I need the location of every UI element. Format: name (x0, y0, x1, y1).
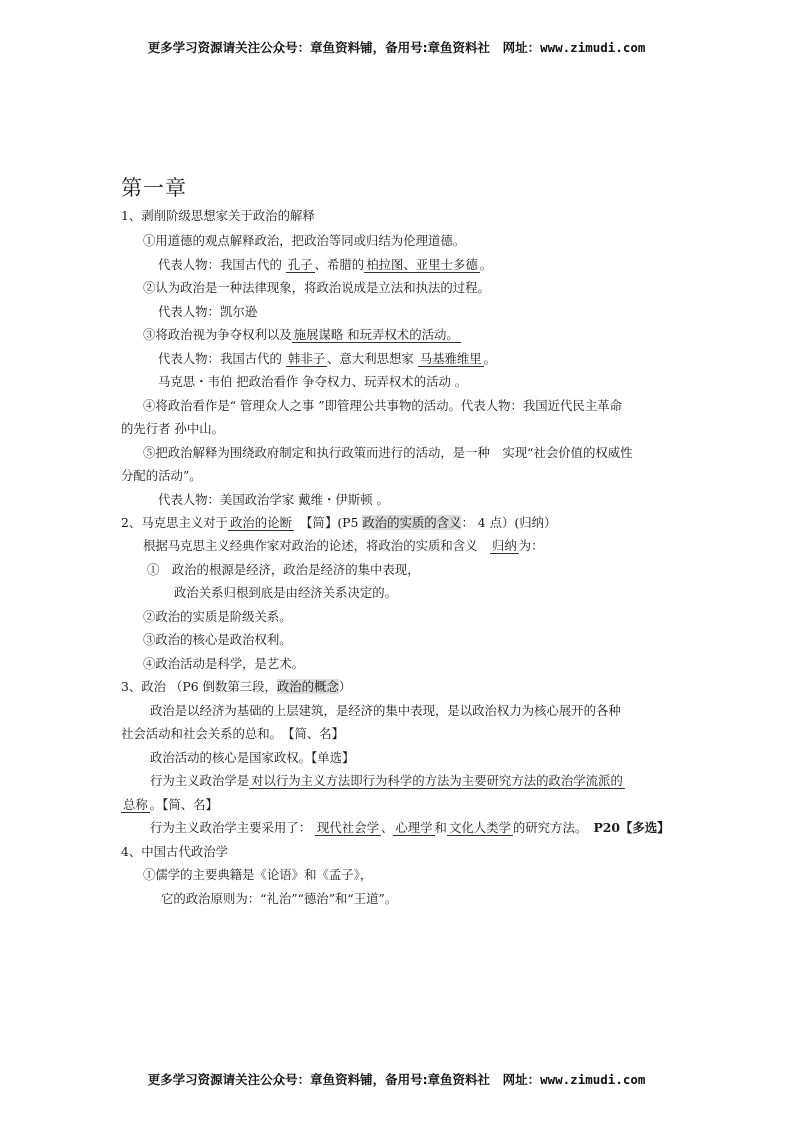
s1-item-4a: ④将政治看作是“ 管理众人之事 ”即管理公共事物的活动。代表人物：我国近代民主革命 (143, 398, 622, 413)
s3-core: 政治活动的核心是国家政权。【单选】 (150, 750, 355, 765)
s2-point-1a: ① 政治的根源是经济，政治是经济的集中表现， (147, 562, 420, 577)
chapter-title: 第一章 (121, 176, 187, 200)
s4-item-1: ①儒学的主要典籍是《论语》和《孟子》， (143, 867, 373, 882)
section-4-heading: 4、中国古代政治学 (121, 844, 229, 859)
s1-weber: 马克思・韦伯 把政治看作 争夺权力、玩弄权术的活动 。 (158, 374, 468, 389)
s1-rep-2: 代表人物：凯尔逊 (158, 304, 258, 319)
s1-rep-1: 代表人物：我国古代的 孔子 、希腊的 柏拉图、亚里士多德 。 (158, 257, 493, 272)
s1-item-1: ①用道德的观点解释政治，把政治等同或归结为伦理道德。 (143, 233, 466, 248)
s3-behavior-1: 行为主义政治学是 对以行为主义方法即行为科学的方法为主要研究方法的政治学流派的 (150, 773, 623, 788)
s2-point-4: ④政治活动是科学，是艺术。 (143, 656, 305, 671)
s3-methods: 行为主义政治学主要采用了： 现代社会学 、 心理学 和 文化人类学 的研究方法。 P20【多选】 (150, 820, 670, 835)
s4-item-2: 它的政治原则为：“礼治”“德治”和“王道”。 (161, 891, 398, 906)
banner-text: 更多学习资源请关注公众号：章鱼资料铺，备用号:章鱼资料社 网址： (147, 40, 541, 55)
s3-def-2: 社会活动和社会关系的总和。 【简、名】 (121, 726, 345, 741)
section-2-heading: 2、马克思主义对于 政治的论断 【简】(P5 政治的实质的含义： 4 点）(归纳） (121, 515, 557, 530)
s1-rep-3: 代表人物：我国古代的 韩非子 、意大利思想家 马基雅维里 。 (158, 351, 497, 366)
s1-item-4b: 的先行者 孙中山。 (121, 421, 225, 436)
section-1-heading: 1、剥削阶级思想家关于政治的解释 (121, 208, 315, 223)
s2-intro: 根据马克思主义经典作家对政治的论述，将政治的实质和含义 归纳 为： (143, 538, 544, 553)
banner-text: 更多学习资源请关注公众号：章鱼资料铺，备用号:章鱼资料社 网址： (147, 1072, 541, 1087)
s2-point-1b: 政治关系归根到底是由经济关系决定的。 (174, 585, 398, 600)
s1-item-5b: 分配的活动”。 (121, 468, 202, 483)
footer-banner (0, 1070, 793, 1088)
s2-point-2: ②政治的实质是阶级关系。 (143, 609, 292, 624)
s1-item-3: ③将政治视为争夺权利以及 施展谋略 和玩弄权术的活动。 (143, 327, 459, 342)
s1-rep-5: 代表人物：美国政治学家 戴维・伊斯顿 。 (158, 492, 389, 507)
s2-point-3: ③政治的核心是政治权利。 (143, 632, 292, 647)
s3-def-1: 政治是以经济为基础的上层建筑，是经济的集中表现，是以政治权力为核心展开的各种 (150, 703, 621, 718)
header-banner (0, 38, 793, 56)
s1-item-5a: ⑤把政治解释为围绕政府制定和执行政策而进行的活动，是一种 实现“社会价值的权威性 (143, 445, 633, 460)
banner-url[interactable]: www.zimudi.com (540, 40, 646, 55)
banner-url[interactable]: www.zimudi.com (540, 1072, 646, 1087)
s1-item-2: ②认为政治是一种法律现象，将政治说成是立法和执法的过程。 (143, 280, 490, 295)
s3-behavior-2: 总称 。【简、名】 (123, 797, 218, 812)
section-3-heading: 3、政治 （P6 倒数第三段，政治的概念） (121, 679, 352, 694)
